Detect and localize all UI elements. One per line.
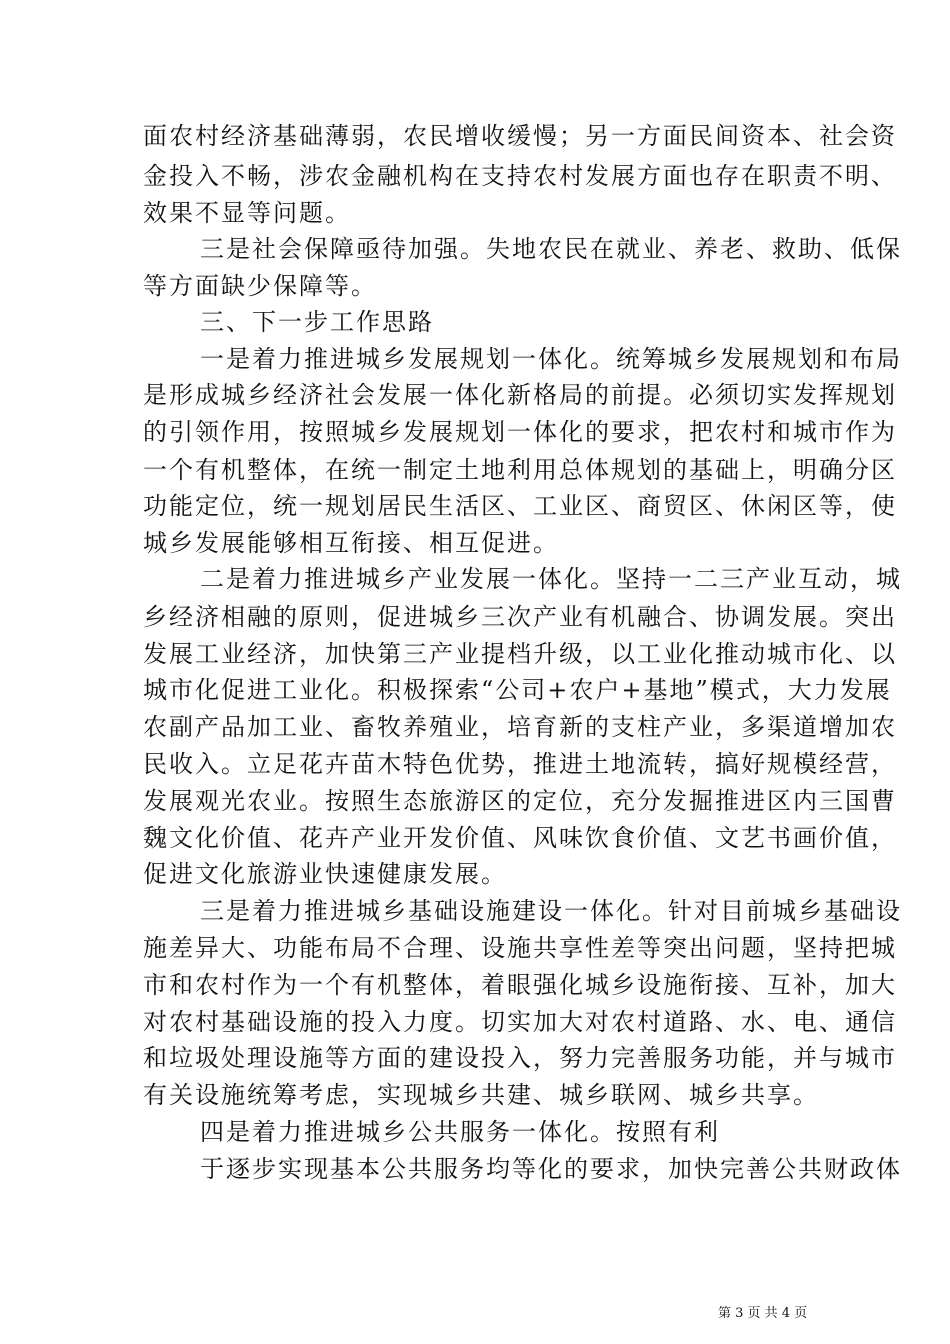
text-line: 市和农村作为一个有机整体，着眼强化城乡设施衔接、互补，加大	[143, 971, 897, 999]
text-line: 等方面缺少保障等。	[143, 272, 377, 300]
text-line: 效果不显等问题。	[143, 199, 351, 227]
text-line: 四是着力推进城乡公共服务一体化。按照有利	[200, 1118, 720, 1146]
page-number: 第 3 页 共 4 页	[718, 1306, 808, 1321]
text-line: 和垃圾处理设施等方面的建设投入，努力完善服务功能，并与城市	[143, 1044, 897, 1072]
text-line: 乡经济相融的原则，促进城乡三次产业有机融合、协调发展。突出	[143, 603, 897, 631]
text-line: 施差异大、功能布局不合理、设施共享性差等突出问题，坚持把城	[143, 934, 897, 962]
text-line: 魏文化价值、花卉产业开发价值、风味饮食价值、文艺书画价值，	[143, 824, 897, 852]
text-line: 于逐步实现基本公共服务均等化的要求，加快完善公共财政体	[200, 1155, 902, 1183]
text-line: 城乡发展能够相互衔接、相互促进。	[143, 529, 559, 557]
text-line: 一个有机整体，在统一制定土地利用总体规划的基础上，明确分区	[143, 456, 897, 484]
text-line: 有关设施统筹考虑，实现城乡共建、城乡联网、城乡共享。	[143, 1081, 819, 1109]
text-line: 面农村经济基础薄弱，农民增收缓慢；另一方面民间资本、社会资	[143, 122, 897, 150]
text-line: 对农村基础设施的投入力度。切实加大对农村道路、水、电、通信	[143, 1008, 897, 1036]
text-line: 民收入。立足花卉苗木特色优势，推进土地流转，搞好规模经营，	[143, 750, 897, 778]
text-line: 二是着力推进城乡产业发展一体化。坚持一二三产业互动，城	[200, 565, 902, 593]
text-line: 是形成城乡经济社会发展一体化新格局的前提。必须切实发挥规划	[143, 381, 897, 409]
text-line: 三是社会保障亟待加强。失地农民在就业、养老、救助、低保	[200, 235, 902, 263]
text-line: 的引领作用，按照城乡发展规划一体化的要求，把农村和城市作为	[143, 418, 897, 446]
text-line: 一是着力推进城乡发展规划一体化。统筹城乡发展规划和布局	[200, 345, 902, 373]
text-line: 发展工业经济，加快第三产业提档升级，以工业化推动城市化、以	[143, 640, 897, 668]
text-line: 功能定位，统一规划居民生活区、工业区、商贸区、休闲区等，使	[143, 492, 897, 520]
text-line: 三是着力推进城乡基础设施建设一体化。针对目前城乡基础设	[200, 897, 902, 925]
section-heading: 三、下一步工作思路	[200, 308, 434, 336]
text-line: 促进文化旅游业快速健康发展。	[143, 860, 507, 888]
text-line: 农副产品加工业、畜牧养殖业，培育新的支柱产业，多渠道增加农	[143, 713, 897, 741]
text-line: 金投入不畅，涉农金融机构在支持农村发展方面也存在职责不明、	[143, 162, 897, 190]
text-line: 发展观光农业。按照生态旅游区的定位，充分发掘推进区内三国曹	[143, 787, 897, 815]
text-line: 城市化促进工业化。积极探索“公司+农户+基地”模式，大力发展	[143, 676, 892, 704]
